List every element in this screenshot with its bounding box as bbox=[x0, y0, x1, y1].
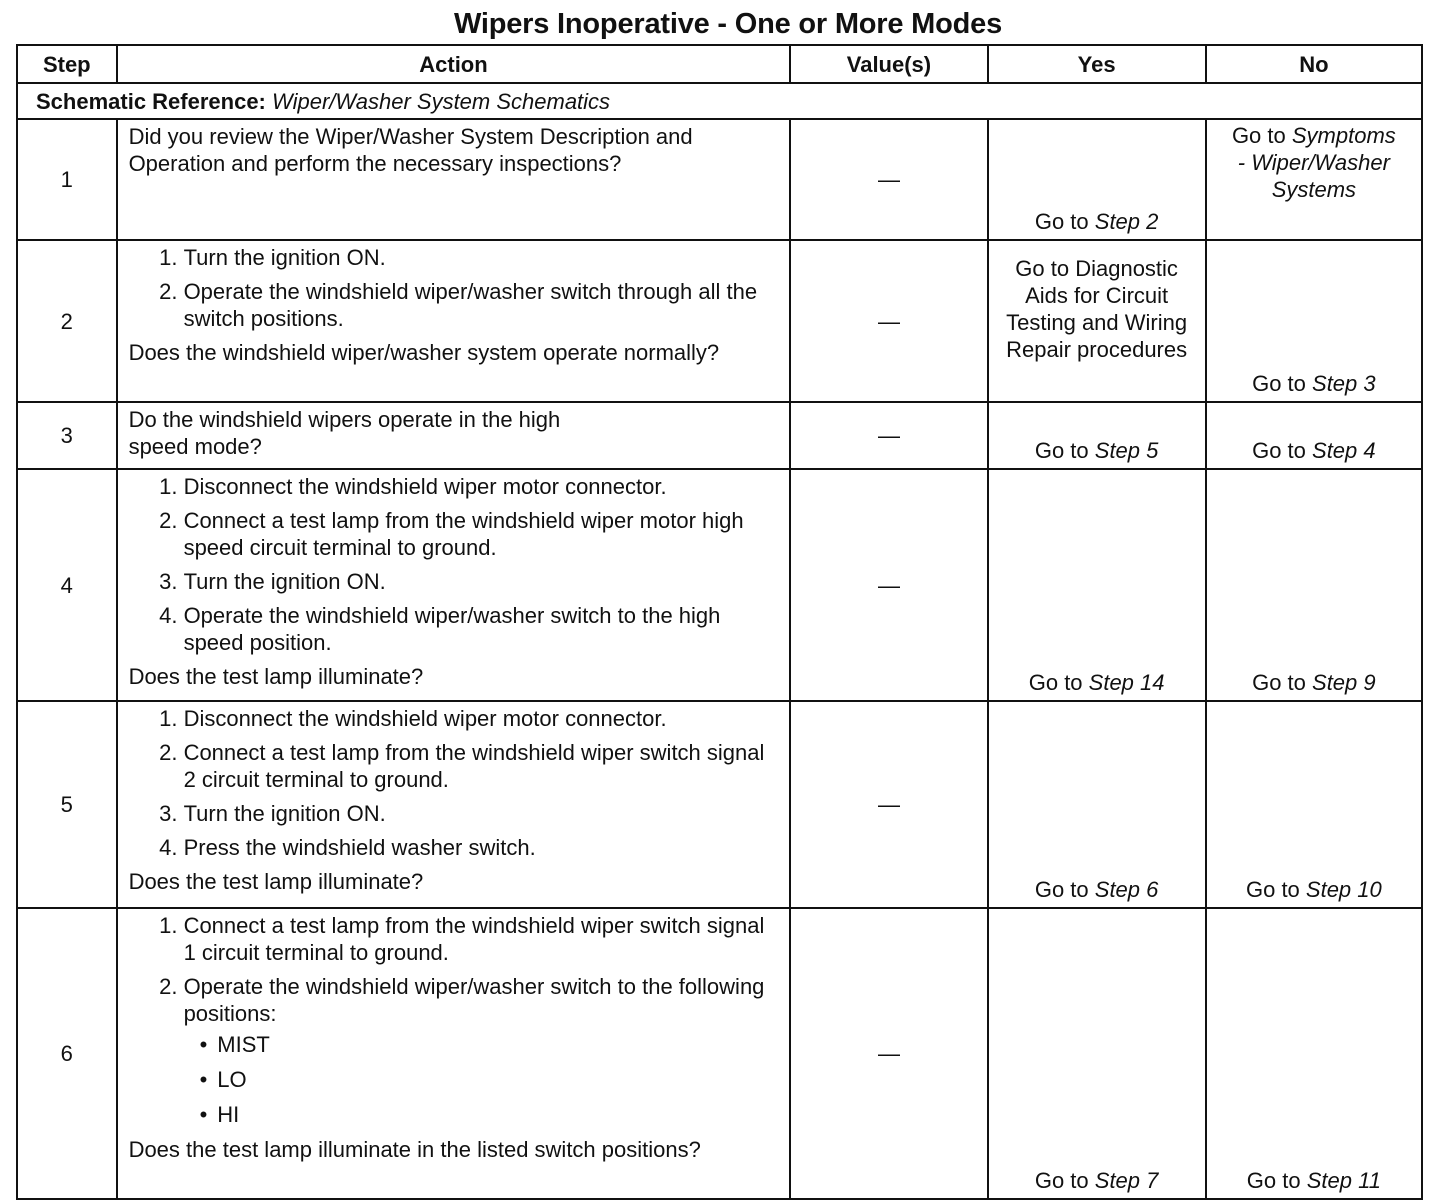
action-cell bbox=[117, 701, 791, 908]
action-cell bbox=[117, 469, 791, 701]
step-number: 1 bbox=[17, 119, 117, 240]
no-cell bbox=[1206, 469, 1422, 701]
action-cell bbox=[117, 908, 791, 1199]
no-goto[interactable] bbox=[1207, 437, 1421, 464]
diagnostic-table bbox=[16, 44, 1423, 1200]
list-item: 2. Connect a test lamp from the windshield wiper switch signal 2 circuit terminal to ground. bbox=[184, 739, 780, 793]
goto-target: Systems bbox=[1271, 177, 1357, 202]
goto-step: Step 5 bbox=[1094, 438, 1159, 463]
schematic-link[interactable]: Wiper/Washer System Schematics bbox=[272, 88, 611, 114]
goto-prefix: Go to bbox=[1034, 1168, 1095, 1193]
table-row bbox=[17, 402, 1422, 469]
goto-prefix: Go to bbox=[1231, 123, 1292, 148]
schematic-reference bbox=[17, 83, 1422, 119]
value-text: — bbox=[877, 423, 900, 448]
value-cell bbox=[790, 402, 987, 469]
value-text: — bbox=[877, 1041, 900, 1066]
step-number: 4 bbox=[17, 469, 117, 701]
no-cell bbox=[1206, 240, 1422, 402]
list-item: 4. Press the windshield washer switch. bbox=[184, 834, 780, 861]
yes-goto[interactable] bbox=[989, 437, 1205, 464]
question-text: Does the windshield wiper/washer system operate normally? bbox=[128, 340, 720, 365]
action-cell bbox=[117, 402, 791, 469]
bullet-list bbox=[184, 1031, 780, 1128]
bullet-item: • HI bbox=[218, 1101, 780, 1128]
list-item: 1. Disconnect the windshield wiper motor connector. bbox=[184, 473, 780, 500]
action-cell bbox=[117, 119, 791, 240]
goto-step: Step 4 bbox=[1312, 438, 1376, 463]
yes-goto[interactable] bbox=[989, 241, 1205, 363]
no-goto[interactable] bbox=[1207, 876, 1421, 903]
goto-target: - Wiper/Washer bbox=[1237, 150, 1390, 175]
no-cell bbox=[1206, 908, 1422, 1199]
bullet-item: • LO bbox=[218, 1066, 780, 1093]
table-row bbox=[17, 701, 1422, 908]
goto-prefix: Go to bbox=[1034, 877, 1095, 902]
list-item: 3. Turn the ignition ON. bbox=[184, 568, 780, 595]
yes-cell bbox=[988, 240, 1206, 402]
step-number: 6 bbox=[17, 908, 117, 1199]
list-item-text: Operate the windshield wiper/washer switch to the following positions: bbox=[183, 974, 765, 1026]
goto-target: Symptoms bbox=[1291, 123, 1396, 148]
value-cell bbox=[790, 701, 987, 908]
goto-prefix: Go to bbox=[1245, 877, 1306, 902]
no-goto[interactable] bbox=[1207, 120, 1421, 203]
goto-step: Step 3 bbox=[1312, 371, 1376, 396]
yes-cell bbox=[988, 119, 1206, 240]
no-cell bbox=[1206, 402, 1422, 469]
value-cell bbox=[790, 119, 987, 240]
step-number: 2 bbox=[17, 240, 117, 402]
question-text: Does the test lamp illuminate in the listed switch positions? bbox=[128, 1137, 701, 1162]
goto-text: Go to Diagnostic bbox=[1015, 256, 1178, 281]
no-cell bbox=[1206, 119, 1422, 240]
goto-prefix: Go to bbox=[1252, 438, 1313, 463]
question-text: Does the test lamp illuminate? bbox=[128, 664, 424, 689]
header-value: Value(s) bbox=[790, 45, 987, 83]
goto-step: Step 10 bbox=[1305, 877, 1382, 902]
list-item: 2. Operate the windshield wiper/washer switch through all the switch positions. bbox=[184, 278, 780, 332]
value-text: — bbox=[877, 572, 900, 598]
header-step: Step bbox=[17, 45, 117, 83]
goto-prefix: Go to bbox=[1246, 1168, 1307, 1193]
yes-goto[interactable] bbox=[989, 208, 1205, 235]
value-cell bbox=[790, 908, 987, 1199]
table-row bbox=[17, 908, 1422, 1199]
goto-step: Step 7 bbox=[1094, 1168, 1159, 1193]
header-no: No bbox=[1206, 45, 1422, 83]
page-title: Wipers Inoperative - One or More Modes bbox=[453, 8, 1003, 40]
value-cell bbox=[790, 240, 987, 402]
table-row bbox=[17, 119, 1422, 240]
list-item: 1. Disconnect the windshield wiper motor connector. bbox=[184, 705, 780, 732]
yes-cell bbox=[988, 908, 1206, 1199]
yes-goto[interactable] bbox=[989, 876, 1205, 903]
header-action: Action bbox=[117, 45, 791, 83]
schematic-label: Schematic Reference: bbox=[36, 88, 266, 114]
action-text: Operation and perform the necessary inspections? bbox=[128, 151, 622, 176]
yes-goto[interactable] bbox=[989, 669, 1205, 696]
action-list bbox=[129, 705, 780, 861]
goto-text: Repair procedures bbox=[1006, 337, 1188, 362]
value-text: — bbox=[877, 308, 900, 334]
yes-cell bbox=[988, 701, 1206, 908]
goto-step: Step 9 bbox=[1312, 670, 1376, 695]
action-text: Did you review the Wiper/Washer System Description and bbox=[128, 124, 693, 149]
schematic-row bbox=[17, 83, 1422, 119]
yes-cell bbox=[988, 402, 1206, 469]
value-cell bbox=[790, 469, 987, 701]
bullet-item: • MIST bbox=[218, 1031, 780, 1058]
goto-prefix: Go to bbox=[1252, 371, 1313, 396]
value-text: — bbox=[877, 167, 900, 192]
list-item: 1. Turn the ignition ON. bbox=[184, 244, 780, 271]
no-cell bbox=[1206, 701, 1422, 908]
action-list bbox=[129, 244, 780, 332]
value-text: — bbox=[877, 792, 900, 817]
table-row bbox=[17, 240, 1422, 402]
action-text: speed mode? bbox=[128, 434, 262, 459]
list-item bbox=[184, 973, 780, 1128]
no-goto[interactable] bbox=[1207, 669, 1421, 696]
list-item: 3. Turn the ignition ON. bbox=[184, 800, 780, 827]
goto-step: Step 6 bbox=[1094, 877, 1159, 902]
action-text: Do the windshield wipers operate in the high bbox=[128, 407, 561, 432]
goto-prefix: Go to bbox=[1252, 670, 1313, 695]
header-row bbox=[17, 45, 1422, 83]
goto-prefix: Go to bbox=[1028, 670, 1089, 695]
header-yes: Yes bbox=[988, 45, 1206, 83]
goto-step: Step 2 bbox=[1094, 209, 1159, 234]
goto-step: Step 14 bbox=[1088, 670, 1165, 695]
goto-text: Aids for Circuit bbox=[1025, 283, 1169, 308]
action-list bbox=[129, 473, 780, 656]
goto-prefix: Go to bbox=[1034, 438, 1095, 463]
list-item: 1. Connect a test lamp from the windshield wiper switch signal 1 circuit terminal to ground. bbox=[184, 912, 780, 966]
no-goto[interactable] bbox=[1207, 370, 1421, 397]
question-text: Does the test lamp illuminate? bbox=[128, 869, 424, 894]
action-cell bbox=[117, 240, 791, 402]
step-number: 5 bbox=[17, 701, 117, 908]
goto-prefix: Go to bbox=[1034, 209, 1095, 234]
goto-text: Testing and Wiring bbox=[1006, 310, 1188, 335]
table-row bbox=[17, 469, 1422, 701]
list-item: 4. Operate the windshield wiper/washer switch to the high speed position. bbox=[184, 602, 780, 656]
action-list bbox=[129, 912, 780, 1128]
step-number: 3 bbox=[17, 402, 117, 469]
goto-step: Step 11 bbox=[1306, 1168, 1381, 1193]
yes-goto[interactable] bbox=[989, 1167, 1205, 1194]
yes-cell bbox=[988, 469, 1206, 701]
list-item: 2. Connect a test lamp from the windshield wiper motor high speed circuit terminal to ground. bbox=[184, 507, 780, 561]
no-goto[interactable] bbox=[1207, 1167, 1421, 1194]
